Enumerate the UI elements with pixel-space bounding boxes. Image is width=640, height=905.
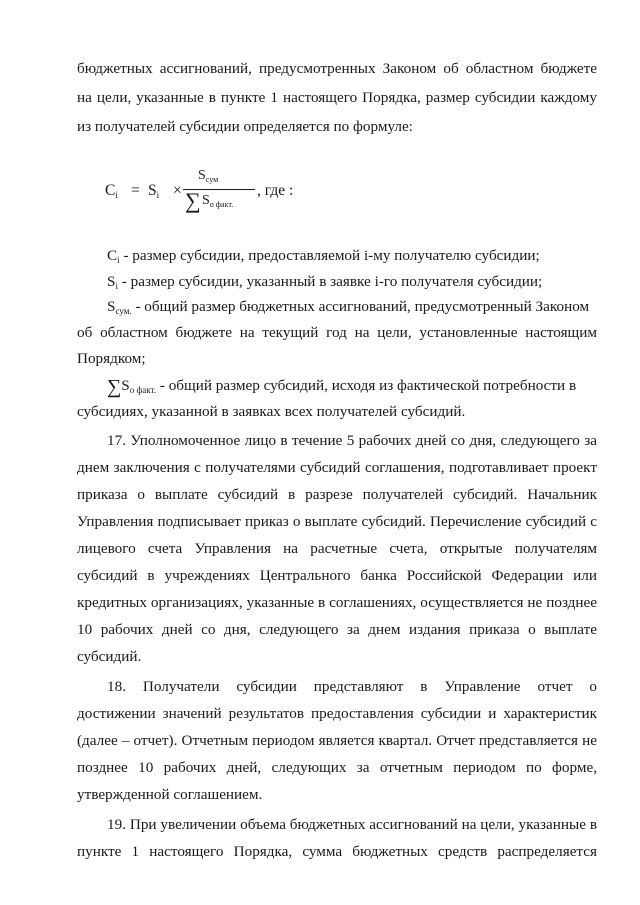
def-ci: $C_i$ - размер субсидии, предоставляемой i-му получателю субсидии; — [107, 247, 540, 265]
def-ssum: $S_{сум.}$ - общий размер бюджетных ассигнований, предусмотренный Законом — [107, 298, 590, 316]
formula-si: $S_i$ — [148, 182, 160, 200]
formula-where: , где : — [257, 182, 294, 199]
p18-line: достижении значений результатов предоставления субсидии и характеристик — [77, 705, 597, 722]
p19-line: пункте 1 настоящего Порядка, сумма бюджетных средств распределяется — [77, 843, 597, 860]
p17-line: приказа о выплате субсидий в разрезе получателей субсидий. Начальник — [77, 486, 597, 503]
p17-line: Управления подписывает приказ о выплате субсидий. Перечисление субсидий с — [77, 513, 597, 530]
p18-line: позднее 10 рабочих дней, следующих за отчетным периодом по форме, — [77, 759, 597, 776]
def-sfact: $\sum S_{о факт.}$ - общий размер субсидий, исходя из фактической потребности в — [107, 376, 577, 398]
p17-line: субсидий в учреждениях Центрального банка Российской Федерации или — [77, 567, 597, 584]
text-line: об областном бюджете на текущий год на цели, установленные настоящим — [77, 324, 597, 341]
p18-line: 18. Получатели субсидии представляют в Управление отчет о — [107, 678, 597, 695]
p18-line: (далее – отчет). Отчетным периодом является квартал. Отчет представляется не — [77, 732, 597, 749]
formula-denominator: $S_{о факт.}$ — [202, 193, 234, 209]
text-line: субсидиях, указанной в заявках всех получателей субсидий. — [77, 403, 466, 420]
p17-line: 10 рабочих дней со дня, следующего за днем издания приказа о выплате — [77, 621, 597, 638]
p17-line: лицевого счета Управления на расчетные счета, открытые получателям — [77, 540, 597, 557]
text-line: на цели, указанные в пункте 1 настоящего Порядка, размер субсидии каждому — [77, 89, 597, 106]
subsidy-formula — [105, 168, 365, 224]
formula-sigma: ∑ — [185, 188, 201, 213]
p18-line: утвержденной соглашением. — [77, 786, 263, 803]
formula-times: × — [173, 182, 182, 199]
p19-line: 19. При увеличении объема бюджетных ассигнований на цели, указанные в — [107, 816, 597, 833]
text-line: бюджетных ассигнований, предусмотренных Законом об областном бюджете — [77, 60, 597, 77]
text-line: Порядком; — [77, 350, 146, 367]
formula-equals: = — [131, 182, 140, 199]
text-line: из получателей субсидии определяется по формуле: — [77, 118, 413, 135]
p17-line: кредитных организациях, указанные в соглашениях, осуществляется не позднее — [77, 594, 597, 611]
p17-line: 17. Уполномоченное лицо в течение 5 рабочих дней со дня, следующего за — [107, 432, 597, 449]
formula-numerator: $S_{сум}$ — [198, 168, 219, 184]
formula-ci: $C_i$ — [105, 182, 118, 200]
def-si: $S_i$ - размер субсидии, указанный в заявке i-го получателя субсидии; — [107, 273, 543, 291]
p17-line: субсидий. — [77, 648, 142, 665]
p17-line: днем заключения с получателями субсидий соглашения, подготавливает проект — [77, 459, 597, 476]
